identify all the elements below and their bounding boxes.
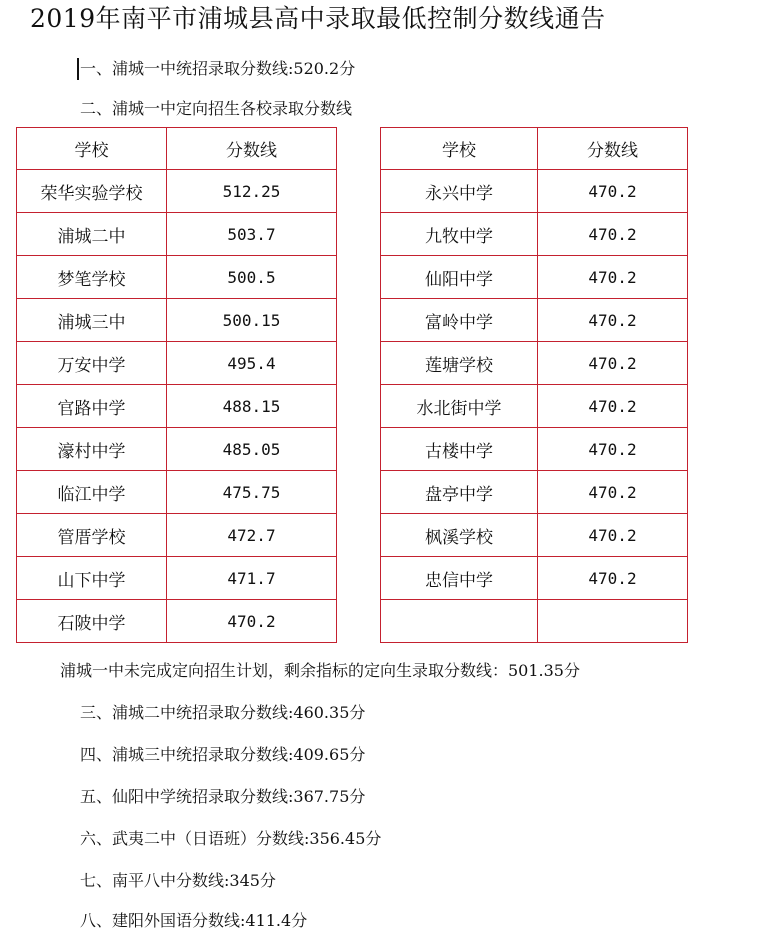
- school-name-cell: 浦城二中: [17, 213, 167, 256]
- table-row: [381, 600, 688, 643]
- school-name-cell: 九牧中学: [381, 213, 538, 256]
- item-4-pucheng-no3-cutoff: 四、浦城三中统招录取分数线:409.65分: [80, 745, 366, 764]
- cutoff-score-cell: 470.2: [538, 428, 688, 471]
- cutoff-score-cell: 470.2: [538, 256, 688, 299]
- school-name-cell: 忠信中学: [381, 557, 538, 600]
- item-7-nanping-no8-cutoff: 七、南平八中分数线:345分: [80, 871, 276, 890]
- school-name-cell: 莲塘学校: [381, 342, 538, 385]
- school-name-cell: 梦笔学校: [17, 256, 167, 299]
- header-cutoff: 分数线: [538, 128, 688, 170]
- cutoff-score-cell: 500.5: [167, 256, 337, 299]
- cutoff-score-cell: 472.7: [167, 514, 337, 557]
- cutoff-score-cell: 470.2: [538, 170, 688, 213]
- item-3-pucheng-no2-cutoff: 三、浦城二中统招录取分数线:460.35分: [80, 703, 366, 722]
- table-row: [381, 256, 688, 299]
- cutoff-score-cell: 495.4: [167, 342, 337, 385]
- school-name-cell: 仙阳中学: [381, 256, 538, 299]
- table-row: [381, 213, 688, 256]
- cutoff-score-cell: 471.7: [167, 557, 337, 600]
- left-table-body: [17, 128, 337, 643]
- table-row: [17, 170, 337, 213]
- table-row: [17, 557, 337, 600]
- table-row: [17, 256, 337, 299]
- school-name-cell: 万安中学: [17, 342, 167, 385]
- cutoff-score-cell: 500.15: [167, 299, 337, 342]
- table-row: [381, 385, 688, 428]
- directed-cutoff-table-right: [380, 127, 688, 643]
- table-row: [17, 471, 337, 514]
- table-row: [17, 514, 337, 557]
- table-row: [17, 385, 337, 428]
- remaining-quota-note: 浦城一中未完成定向招生计划，剩余指标的定向生录取分数线：501.35分: [60, 661, 580, 680]
- cutoff-score-cell: 485.05: [167, 428, 337, 471]
- school-name-cell: 濠村中学: [17, 428, 167, 471]
- table-row: [381, 170, 688, 213]
- table-row: [381, 471, 688, 514]
- table-row: [381, 514, 688, 557]
- table-row: [381, 428, 688, 471]
- table-header-row: [17, 128, 337, 170]
- table-row: [381, 557, 688, 600]
- item-5-xianyang-cutoff: 五、仙阳中学统招录取分数线:367.75分: [80, 787, 366, 806]
- table-row: [17, 213, 337, 256]
- cutoff-score-cell: 470.2: [538, 471, 688, 514]
- school-name-cell: 盘亭中学: [381, 471, 538, 514]
- school-name-cell: 临江中学: [17, 471, 167, 514]
- school-name-cell: 石陂中学: [17, 600, 167, 643]
- cutoff-score-cell: 470.2: [167, 600, 337, 643]
- item-8-jianyang-foreign-lang-cutoff: 八、建阳外国语分数线:411.4分: [80, 911, 308, 930]
- school-name-cell: [381, 600, 538, 643]
- school-name-cell: 浦城三中: [17, 299, 167, 342]
- text-cursor: [77, 58, 79, 80]
- cutoff-score-cell: [538, 600, 688, 643]
- cutoff-score-cell: 475.75: [167, 471, 337, 514]
- table-row: [17, 299, 337, 342]
- table-row: [17, 428, 337, 471]
- school-name-cell: 枫溪学校: [381, 514, 538, 557]
- school-name-cell: 荣华实验学校: [17, 170, 167, 213]
- directed-cutoff-table-left: [16, 127, 337, 643]
- cutoff-score-cell: 512.25: [167, 170, 337, 213]
- page-title: 2019年南平市浦城县高中录取最低控制分数线通告: [30, 4, 606, 33]
- header-school: 学校: [381, 128, 538, 170]
- item-2-directed-admission-heading: 二、浦城一中定向招生各校录取分数线: [80, 99, 353, 118]
- cutoff-score-cell: 488.15: [167, 385, 337, 428]
- school-name-cell: 古楼中学: [381, 428, 538, 471]
- school-name-cell: 山下中学: [17, 557, 167, 600]
- cutoff-score-cell: 470.2: [538, 557, 688, 600]
- item-1-pucheng-no1-general-cutoff: 一、浦城一中统招录取分数线:520.2分: [80, 59, 356, 78]
- cutoff-score-cell: 470.2: [538, 514, 688, 557]
- item-6-wuyi-no2-japanese-cutoff: 六、武夷二中（日语班）分数线:356.45分: [80, 829, 382, 848]
- cutoff-score-cell: 503.7: [167, 213, 337, 256]
- table-row: [17, 600, 337, 643]
- cutoff-score-cell: 470.2: [538, 299, 688, 342]
- right-table-body: [381, 128, 688, 643]
- table-row: [381, 299, 688, 342]
- school-name-cell: 官路中学: [17, 385, 167, 428]
- school-name-cell: 永兴中学: [381, 170, 538, 213]
- header-school: 学校: [17, 128, 167, 170]
- header-cutoff: 分数线: [167, 128, 337, 170]
- school-name-cell: 水北街中学: [381, 385, 538, 428]
- school-name-cell: 管厝学校: [17, 514, 167, 557]
- table-header-row: [381, 128, 688, 170]
- school-name-cell: 富岭中学: [381, 299, 538, 342]
- cutoff-score-cell: 470.2: [538, 385, 688, 428]
- table-row: [381, 342, 688, 385]
- cutoff-score-cell: 470.2: [538, 213, 688, 256]
- cutoff-score-cell: 470.2: [538, 342, 688, 385]
- table-row: [17, 342, 337, 385]
